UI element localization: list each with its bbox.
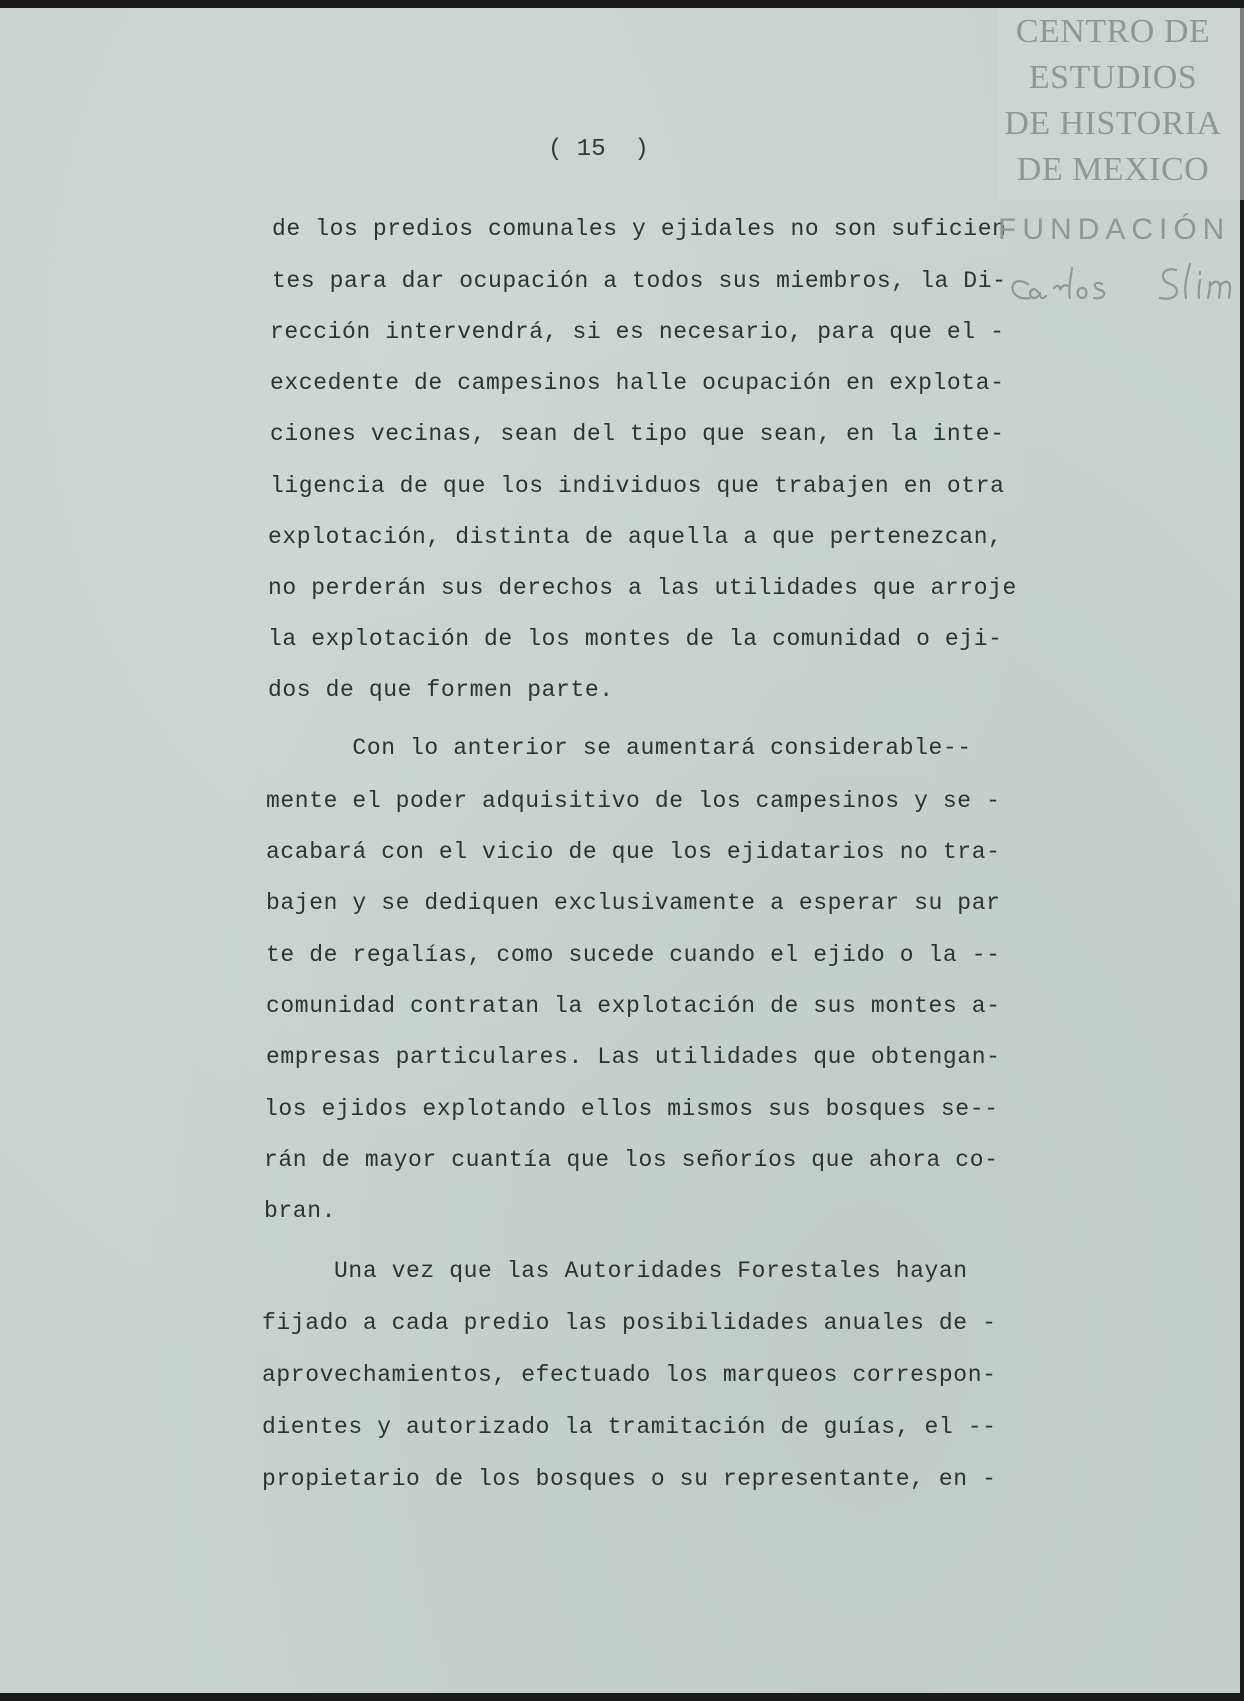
text-line: mente el poder adquisitivo de los campesinos y se - [266, 788, 1001, 814]
text-line: comunidad contratan la explotación de sus montes a- [266, 993, 1001, 1019]
text-line: Una vez que las Autoridades Forestales hayan [262, 1258, 968, 1284]
text-line: empresas particulares. Las utilidades que obtengan- [266, 1044, 1001, 1070]
watermark-fundacion: FUNDACIÓN [998, 213, 1231, 246]
text-line: te de regalías, como sucede cuando el ejido o la -- [266, 942, 1001, 968]
watermark-line: ESTUDIOS [1028, 59, 1198, 96]
text-line: dientes y autorizado la tramitación de guías, el -- [262, 1414, 997, 1440]
text-line: la explotación de los montes de la comunidad o eji- [268, 626, 1003, 652]
text-line: ligencia de que los individuos que trabajen en otra [270, 473, 1005, 499]
watermark-line: DE MEXICO [1016, 151, 1210, 188]
text-line: excedente de campesinos halle ocupación en explota- [270, 370, 1005, 396]
text-line: bran. [264, 1198, 337, 1224]
text-line: los ejidos explotando ellos mismos sus bosques se-- [264, 1096, 999, 1122]
text-line: Con lo anterior se aumentará considerable-- [266, 735, 972, 761]
signature-logo [998, 254, 1244, 314]
watermark-line: CENTRO DE [1015, 13, 1211, 50]
archive-watermark [998, 8, 1244, 308]
text-line: bajen y se dediquen exclusivamente a esperar su par [266, 890, 1001, 916]
text-line: rección intervendrá, si es necesario, para que el - [270, 319, 1005, 345]
watermark-line: DE HISTORIA [1004, 105, 1222, 142]
text-line: rán de mayor cuantía que los señoríos que ahora co- [264, 1147, 999, 1173]
document-page [0, 8, 1240, 1693]
text-line: tes para dar ocupación a todos sus miembros, la Di- [272, 268, 1007, 294]
text-line: ciones vecinas, sean del tipo que sean, en la inte- [270, 421, 1005, 447]
page-number: ( 15 ) [548, 136, 649, 163]
text-line: propietario de los bosques o su representante, en - [262, 1466, 997, 1492]
text-line: de los predios comunales y ejidales no son suficien [272, 216, 1007, 242]
text-line: acabará con el vicio de que los ejidatarios no tra- [266, 839, 1001, 865]
text-line: dos de que formen parte. [268, 677, 614, 703]
text-line: explotación, distinta de aquella a que pertenezcan, [268, 524, 1003, 550]
text-line: no perderán sus derechos a las utilidades que arroje [268, 575, 1017, 601]
text-line: aprovechamientos, efectuado los marqueos correspon- [262, 1362, 997, 1388]
text-line: fijado a cada predio las posibilidades anuales de - [262, 1310, 997, 1336]
